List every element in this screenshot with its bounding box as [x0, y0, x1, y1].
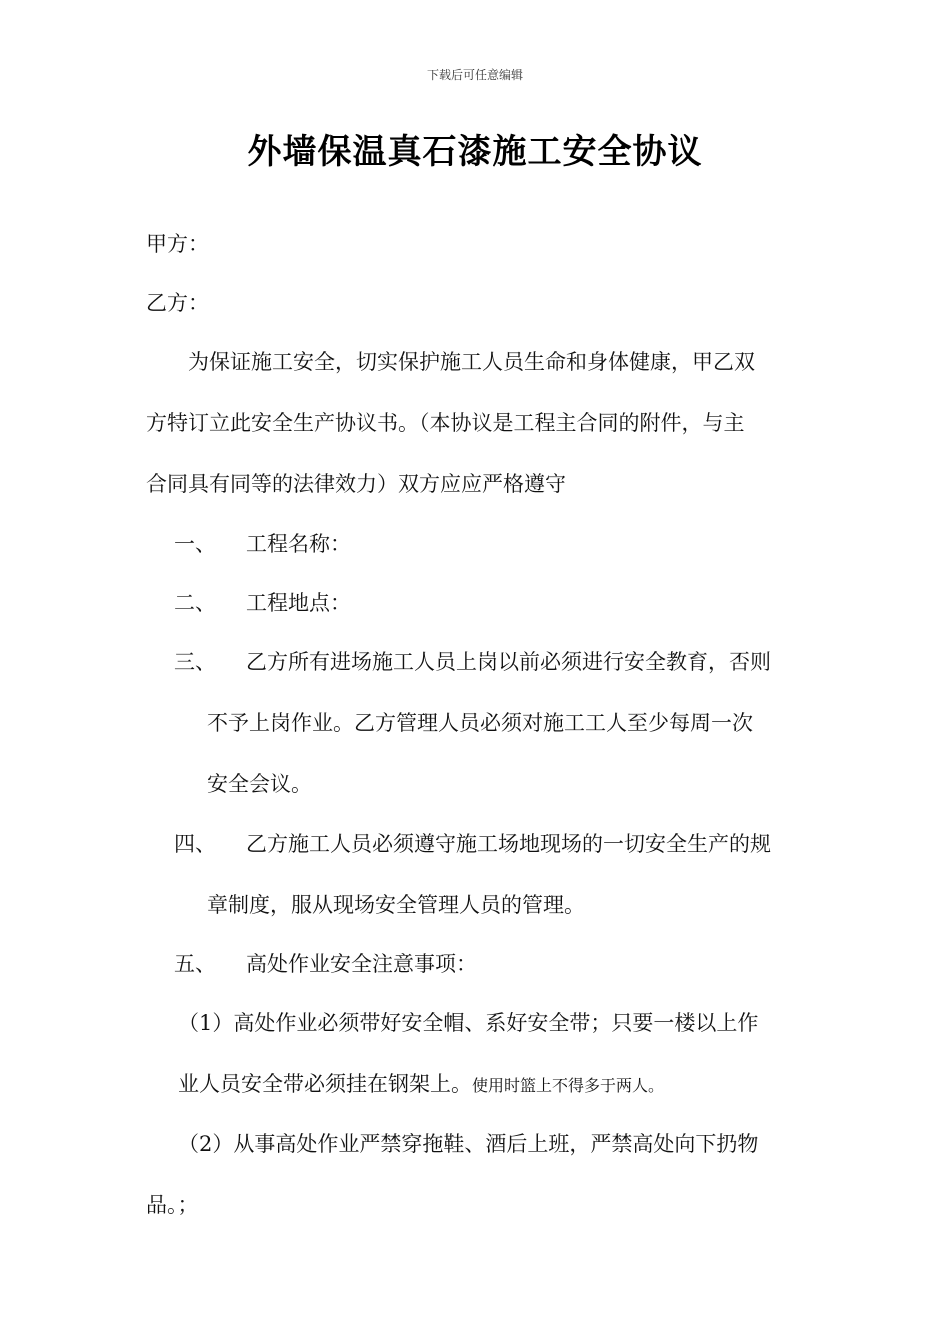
clause-3: [174, 646, 771, 676]
clause-text: 高处作业安全注意事项：: [246, 952, 477, 976]
clause-text: 工程名称：: [246, 532, 351, 556]
clause-text: 工程地点：: [246, 591, 351, 615]
sub-item-2-line-2: 品。；: [146, 1193, 199, 1217]
document-title: 外墙保温真石漆施工安全协议: [247, 132, 703, 172]
clause-4: [174, 828, 771, 858]
clause-number: 三、: [174, 650, 216, 674]
party-b-label: 乙方：: [146, 291, 209, 315]
clause-3-continuation-2: 安全会议。: [207, 772, 312, 796]
clause-5: [174, 948, 477, 978]
clause-text: 乙方所有进场施工人员上岗以前必须进行安全教育，否则: [246, 650, 771, 674]
party-a-label: 甲方：: [146, 232, 209, 256]
sub-item-1-text: 业人员安全带必须挂在钢架上。: [178, 1072, 472, 1096]
clause-3-continuation-1: 不予上岗作业。乙方管理人员必须对施工工人至少每周一次: [207, 711, 753, 735]
sub-item-1-line-2: [178, 1068, 664, 1098]
sub-item-2-line-1: （2）从事高处作业严禁穿拖鞋、酒后上班，严禁高处向下扔物: [178, 1132, 759, 1156]
page-header: 下载后可任意编辑: [426, 68, 523, 82]
intro-line-3: 合同具有同等的法律效力）双方应应严格遵守: [146, 472, 566, 496]
intro-line-1: 为保证施工安全，切实保护施工人员生命和身体健康，甲乙双: [188, 350, 755, 374]
clause-1: [174, 528, 351, 558]
clause-4-continuation-1: 章制度，服从现场安全管理人员的管理。: [207, 893, 585, 917]
clause-text: 乙方施工人员必须遵守施工场地现场的一切安全生产的规: [246, 832, 771, 856]
sub-item-1-line-1: （1）高处作业必须带好安全帽、系好安全带；只要一楼以上作: [178, 1011, 759, 1035]
intro-line-2: 方特订立此安全生产协议书。（本协议是工程主合同的附件，与主: [146, 411, 745, 435]
clause-number: 四、: [174, 832, 216, 856]
clause-number: 五、: [174, 952, 216, 976]
sub-item-1-small-text: 使用时篮上不得多于两人。: [472, 1076, 665, 1095]
clause-number: 一、: [174, 532, 216, 556]
clause-number: 二、: [174, 591, 216, 615]
clause-2: [174, 587, 351, 617]
